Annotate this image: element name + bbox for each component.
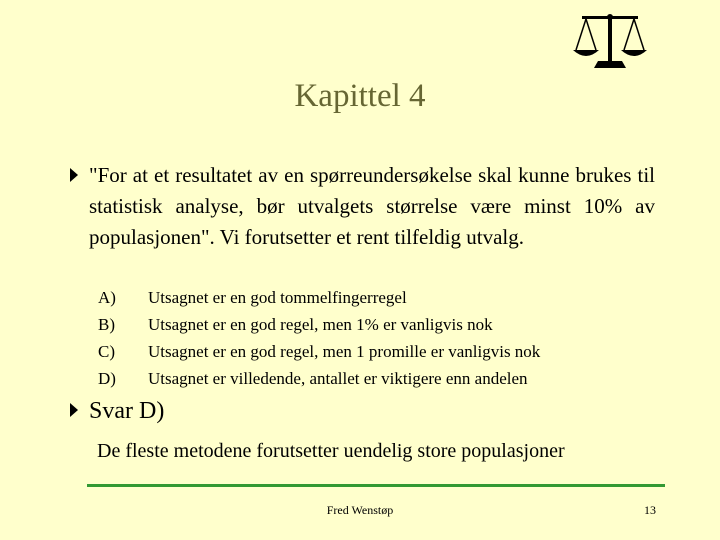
footer-divider [87,484,665,487]
options-list [98,284,540,392]
option-d [98,365,540,392]
answer-note: De fleste metodene forutsetter uendelig store populasjoner [97,440,565,462]
option-b [98,311,540,338]
scales-of-justice-icon [568,10,652,76]
option-text: Utsagnet er en god regel, men 1 promille er vanligvis nok [148,342,541,361]
option-a [98,284,540,311]
question-text: "For at et resultatet av en spørreundersøkelse skal kunne brukes til statistisk analyse, bør utvalgets størrelse være minst 10% av populasjonen". Vi forutsetter et rent tilfeldig utvalg. [89,163,655,249]
option-letter: B) [98,315,115,334]
option-c [98,338,540,365]
option-letter: D) [98,369,116,388]
footer-author: Fred Wenstøp [326,503,394,517]
page-number: 13 [644,503,656,517]
option-letter: A) [98,288,116,307]
bullet-icon [70,403,86,417]
option-text: Utsagnet er villedende, antallet er viktigere enn andelen [148,369,528,388]
answer-text: Svar D) [89,398,165,424]
option-letter: C) [98,342,115,361]
page-title: Kapittel 4 [294,78,426,114]
bullet-icon [70,168,86,182]
option-text: Utsagnet er en god tommelfingerregel [148,288,407,307]
option-text: Utsagnet er en god regel, men 1% er vanligvis nok [148,315,493,334]
